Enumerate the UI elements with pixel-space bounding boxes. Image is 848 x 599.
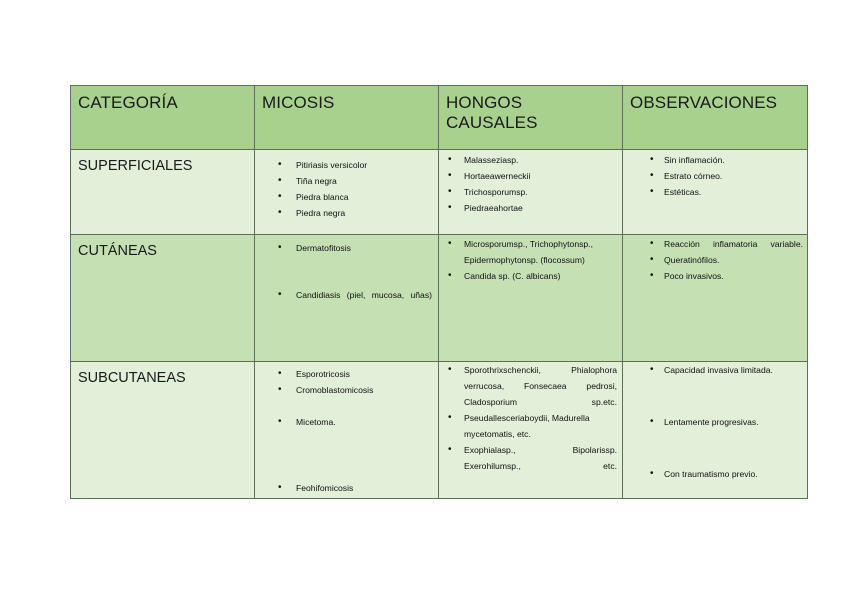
observaciones-list	[623, 150, 807, 200]
list-item: • Dermatofitosis	[255, 240, 438, 256]
category-cell	[71, 362, 255, 499]
list-item: • Piedraeahortae	[439, 200, 622, 216]
list-item: • Lentamente progresivas.	[623, 414, 807, 430]
list-item: • Trichosporumsp.	[439, 184, 622, 200]
category-label: SUPERFICIALES	[78, 158, 193, 174]
list-item: • Candidiasis (piel, mucosa, uñas)	[255, 287, 438, 303]
list-item: • Cromoblastomicosis	[255, 382, 438, 398]
observaciones-cell	[623, 150, 808, 235]
list-item: • Poco invasivos.	[623, 268, 807, 284]
list-item: • Reacción inflamatoria variable.	[623, 236, 807, 252]
list-item: • Malasseziasp.	[439, 152, 622, 168]
header-label: HONGOS CAUSALES	[446, 93, 538, 132]
table-row	[71, 362, 808, 499]
mycoses-table	[70, 85, 808, 499]
micosis-list	[255, 362, 438, 496]
list-item: • Exophialasp., Bipolarissp. Exerohilumsp., etc.	[439, 442, 622, 474]
header-row	[71, 86, 808, 150]
micosis-list	[255, 235, 438, 303]
hongos-list	[439, 235, 622, 284]
list-item: • Feohifomicosis	[255, 480, 438, 496]
header-label: CATEGORÍA	[78, 93, 178, 112]
observaciones-list	[623, 362, 807, 482]
list-item: • Queratinófilos.	[623, 252, 807, 268]
category-cell	[71, 150, 255, 235]
hongos-cell	[439, 362, 623, 499]
list-item: • Tiña negra	[255, 173, 438, 189]
header-cell-micosis	[255, 86, 439, 150]
observaciones-cell	[623, 235, 808, 362]
list-item: • Esporotricosis	[255, 366, 438, 382]
category-label: SUBCUTANEAS	[78, 370, 186, 386]
micosis-cell	[255, 235, 439, 362]
header-cell-hongos	[439, 86, 623, 150]
hongos-cell	[439, 150, 623, 235]
list-item: • Piedra negra	[255, 205, 438, 221]
micosis-cell	[255, 150, 439, 235]
header-label: MICOSIS	[262, 93, 335, 112]
list-item: • Candida sp. (C. albicans)	[439, 268, 622, 284]
observaciones-list	[623, 235, 807, 284]
list-item: • Pseudallesceriaboydii, Madurella mycetomatis, etc.	[439, 410, 622, 442]
list-item: • Sporothrixschenckii, Phialophora verrucosa, Fonsecaea pedrosi, Cladosporium sp.etc.	[439, 362, 622, 410]
list-item: • Hortaeawerneckii	[439, 168, 622, 184]
list-item: • Capacidad invasiva limitada.	[623, 362, 807, 378]
list-item: • Sin inflamación.	[623, 152, 807, 168]
category-label: CUTÁNEAS	[78, 243, 157, 259]
list-item: • Con traumatismo previo.	[623, 466, 807, 482]
observaciones-cell	[623, 362, 808, 499]
header-cell-observaciones	[623, 86, 808, 150]
category-cell	[71, 235, 255, 362]
micosis-list	[255, 150, 438, 221]
list-item: • Estéticas.	[623, 184, 807, 200]
list-item: • Piedra blanca	[255, 189, 438, 205]
list-item: • Estrato córneo.	[623, 168, 807, 184]
micosis-cell	[255, 362, 439, 499]
table-row	[71, 235, 808, 362]
header-cell-categoria	[71, 86, 255, 150]
list-item: • Micetoma.	[255, 414, 438, 430]
header-label: OBSERVACIONES	[630, 93, 778, 112]
list-item: • Pitiriasis versicolor	[255, 157, 438, 173]
table-row	[71, 150, 808, 235]
hongos-list	[439, 150, 622, 216]
hongos-list	[439, 362, 622, 474]
hongos-cell	[439, 235, 623, 362]
list-item: • Microsporumsp., Trichophytonsp., Epidermophytonsp. (flocossum)	[439, 236, 622, 268]
